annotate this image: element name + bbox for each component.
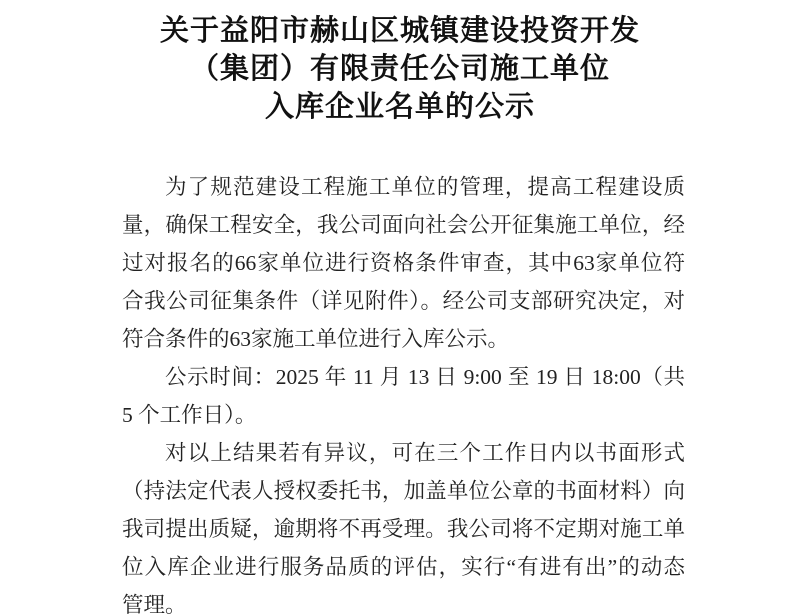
paragraph-publicity-period (122, 358, 685, 434)
body-line: 为了规范建设工程施工单位的管理，提高工程建设质 (165, 175, 685, 199)
body-line: 合我公司征集条件（详见附件）。经公司支部研究决定，对 (122, 289, 685, 313)
body-line: （持法定代表人授权委托书，加盖单位公章的书面材料）向 (122, 479, 685, 503)
body-line: 符合条件的63家施工单位进行入库公示。 (122, 327, 510, 351)
body-line: 对以上结果若有异议，可在三个工作日内以书面形式 (165, 441, 685, 465)
body-line: 5 个工作日）。 (122, 403, 257, 427)
document-body (122, 168, 685, 616)
body-line: 管理。 (122, 593, 187, 616)
title-line-1: 关于益阳市赫山区城镇建设投资开发 (159, 15, 640, 47)
paragraph-intro (122, 168, 685, 358)
body-line: 公示时间：2025 年 11 月 13 日 9:00 至 19 日 18:00（共 (165, 365, 685, 389)
body-line: 过对报名的66家单位进行资格条件审查，其中63家单位符 (122, 251, 685, 275)
body-line: 量，确保工程安全，我公司面向社会公开征集施工单位，经 (122, 213, 685, 237)
title-line-2: （集团）有限责任公司施工单位 (189, 53, 610, 85)
body-line: 我司提出质疑，逾期将不再受理。我公司将不定期对施工单 (122, 517, 685, 541)
title-line-3: 入库企业名单的公示 (264, 91, 535, 123)
paragraph-objection-procedure (122, 434, 685, 616)
body-line: 位入库企业进行服务品质的评估，实行“有进有出”的动态 (122, 555, 685, 579)
document-title (0, 0, 800, 126)
